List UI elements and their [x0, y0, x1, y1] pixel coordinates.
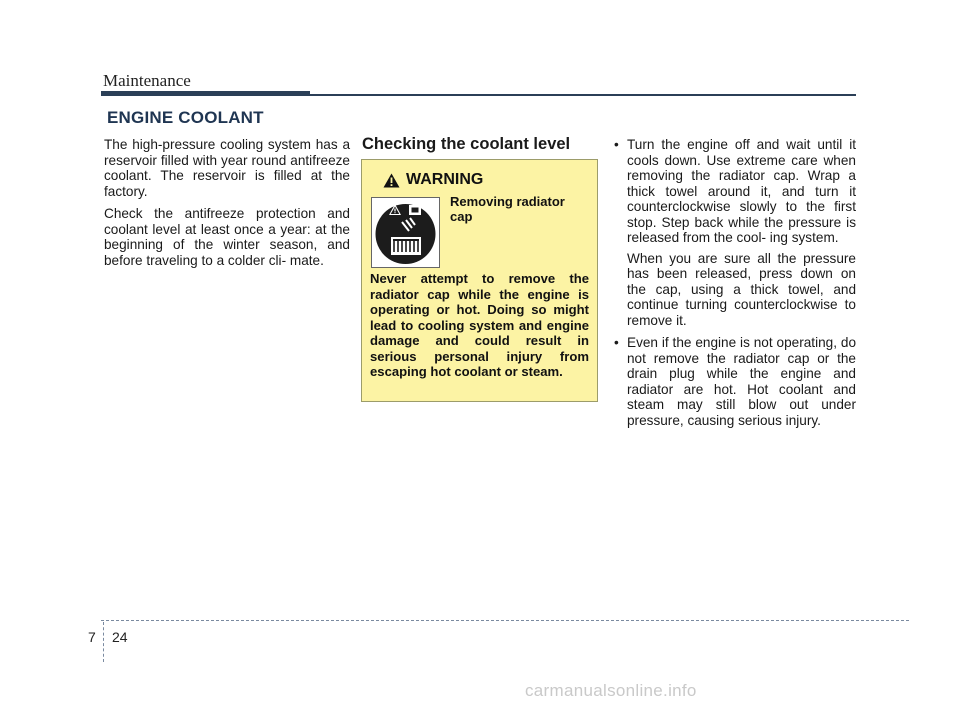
header-rule-thick — [101, 91, 310, 96]
bullet-glyph: • — [614, 335, 619, 350]
warning-body: Never attempt to remove the radiator cap while the engine is operating or hot. Doing so might lead to cooling system and engine damage and could result in serious personal injury from escaping hot coolant or steam. — [370, 271, 589, 379]
bullet-glyph: • — [614, 137, 619, 152]
page-number: 24 — [112, 629, 128, 645]
list-item — [611, 137, 856, 246]
list-item-continuation: When you are sure all the pressure has been released, press down on the cap, using a thick towel, and continue turning counterclockwise to remove it. — [627, 250, 856, 328]
warning-subtitle: Removing radiator cap — [450, 194, 565, 224]
list-item-text: Even if the engine is not operating, do not remove the radiator cap or the drain plug while the engine and radiator are hot. Hot coolant and steam may still blow out under pressure, causing serious injury. — [627, 335, 856, 428]
warning-title: WARNING — [406, 171, 484, 188]
header-title: Maintenance — [103, 71, 191, 90]
paragraph: The high-pressure cooling system has a reservoir filled with year round antifreeze coolant. The reservoir is filled at the factory. — [104, 137, 350, 199]
warning-box — [361, 159, 598, 402]
column-left — [104, 137, 350, 275]
footer-divider — [103, 622, 104, 662]
paragraph: Check the antifreeze protection and coolant level at least once a year: at the beginning of the winter season, and before traveling to a colder cli- mate. — [104, 206, 350, 268]
footer-rule — [101, 620, 909, 621]
warning-header — [383, 171, 483, 189]
section-title: ENGINE COOLANT — [107, 108, 264, 127]
list-item-text: Turn the engine off and wait until it cools down. Use extreme care when removing the radiator cap. Wrap a thick towel around it, and turn it counterclockwise slowly to the first stop. Step back while the pressure is released from the cool- ing system. — [627, 137, 856, 245]
subsection-heading: Checking the coolant level — [362, 135, 571, 153]
list-item — [611, 335, 856, 428]
column-right — [611, 137, 856, 433]
chapter-number: 7 — [88, 629, 96, 645]
header-rule-thin — [310, 94, 856, 96]
watermark: carmanualsonline.info — [525, 681, 697, 700]
warning-triangle-icon — [383, 173, 400, 188]
radiator-cap-hazard-icon — [371, 197, 440, 268]
